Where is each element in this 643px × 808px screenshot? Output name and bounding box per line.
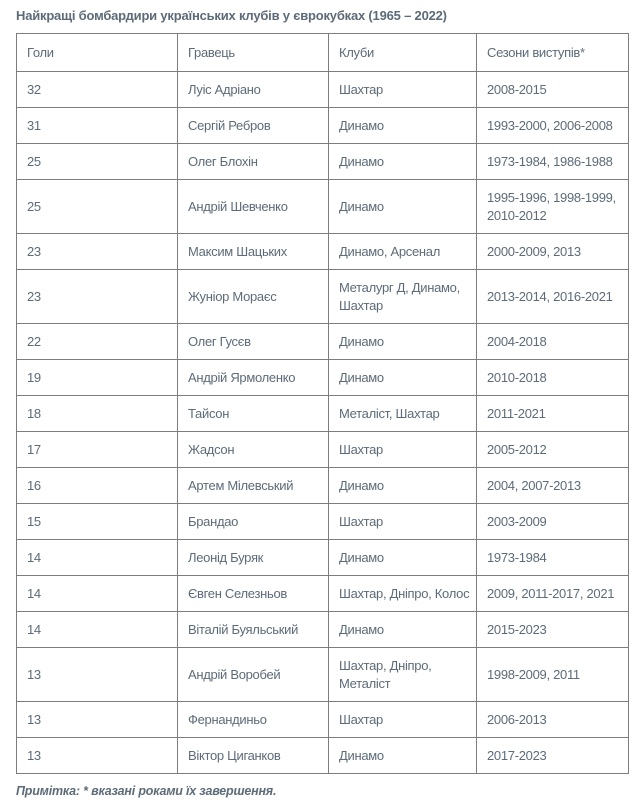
- cell-goals: 23: [17, 270, 178, 324]
- table-row: [17, 144, 629, 180]
- cell-player: Віктор Циганков: [178, 738, 329, 774]
- cell-clubs: Динамо: [329, 612, 477, 648]
- cell-seasons: 2013-2014, 2016-2021: [477, 270, 629, 324]
- cell-seasons: 2004, 2007-2013: [477, 468, 629, 504]
- table-row: [17, 180, 629, 234]
- cell-player: Віталій Буяльський: [178, 612, 329, 648]
- cell-seasons: 2017-2023: [477, 738, 629, 774]
- page-title: Найкращі бомбардири українських клубів у єврокубках (1965 – 2022): [16, 8, 447, 23]
- cell-clubs: Динамо: [329, 324, 477, 360]
- table-row: [17, 108, 629, 144]
- table-row: [17, 612, 629, 648]
- table-row: [17, 576, 629, 612]
- cell-seasons: 2005-2012: [477, 432, 629, 468]
- cell-player: Олег Гусєв: [178, 324, 329, 360]
- cell-player: Максим Шацьких: [178, 234, 329, 270]
- cell-goals: 13: [17, 648, 178, 702]
- table-row: [17, 324, 629, 360]
- cell-seasons: 1998-2009, 2011: [477, 648, 629, 702]
- cell-player: Леонід Буряк: [178, 540, 329, 576]
- cell-goals: 15: [17, 504, 178, 540]
- cell-player: Євген Селезньов: [178, 576, 329, 612]
- cell-goals: 16: [17, 468, 178, 504]
- table-row: [17, 432, 629, 468]
- cell-goals: 13: [17, 738, 178, 774]
- cell-seasons: 1993-2000, 2006-2008: [477, 108, 629, 144]
- cell-goals: 31: [17, 108, 178, 144]
- col-header-clubs: Клуби: [329, 34, 477, 72]
- cell-seasons: 2006-2013: [477, 702, 629, 738]
- table-row: [17, 396, 629, 432]
- table-body: [17, 72, 629, 774]
- cell-clubs: Динамо: [329, 108, 477, 144]
- table-row: [17, 468, 629, 504]
- cell-seasons: 2010-2018: [477, 360, 629, 396]
- cell-clubs: Металург Д, Динамо, Шахтар: [329, 270, 477, 324]
- cell-player: Жадсон: [178, 432, 329, 468]
- header-row: [17, 34, 629, 72]
- cell-goals: 19: [17, 360, 178, 396]
- cell-player: Сергій Ребров: [178, 108, 329, 144]
- col-header-player: Гравець: [178, 34, 329, 72]
- cell-seasons: 1973-1984: [477, 540, 629, 576]
- cell-clubs: Шахтар: [329, 432, 477, 468]
- cell-goals: 14: [17, 576, 178, 612]
- cell-clubs: Динамо: [329, 180, 477, 234]
- cell-goals: 22: [17, 324, 178, 360]
- cell-clubs: Динамо: [329, 468, 477, 504]
- cell-seasons: 2003-2009: [477, 504, 629, 540]
- table-row: [17, 648, 629, 702]
- cell-clubs: Шахтар, Дніпро, Колос: [329, 576, 477, 612]
- cell-goals: 13: [17, 702, 178, 738]
- cell-seasons: 2000-2009, 2013: [477, 234, 629, 270]
- cell-goals: 14: [17, 612, 178, 648]
- cell-seasons: 1973-1984, 1986-1988: [477, 144, 629, 180]
- cell-goals: 23: [17, 234, 178, 270]
- col-header-seasons: Сезони виступів*: [477, 34, 629, 72]
- cell-player: Брандао: [178, 504, 329, 540]
- cell-player: Тайсон: [178, 396, 329, 432]
- cell-clubs: Шахтар: [329, 72, 477, 108]
- table-row: [17, 702, 629, 738]
- cell-goals: 25: [17, 144, 178, 180]
- table-row: [17, 270, 629, 324]
- cell-clubs: Шахтар: [329, 504, 477, 540]
- cell-clubs: Динамо: [329, 738, 477, 774]
- cell-seasons: 2009, 2011-2017, 2021: [477, 576, 629, 612]
- cell-goals: 14: [17, 540, 178, 576]
- cell-player: Олег Блохін: [178, 144, 329, 180]
- cell-clubs: Шахтар, Дніпро, Металіст: [329, 648, 477, 702]
- cell-player: Андрій Воробей: [178, 648, 329, 702]
- cell-seasons: 1995-1996, 1998-1999, 2010-2012: [477, 180, 629, 234]
- cell-goals: 25: [17, 180, 178, 234]
- cell-clubs: Металіст, Шахтар: [329, 396, 477, 432]
- cell-clubs: Динамо: [329, 144, 477, 180]
- cell-seasons: 2004-2018: [477, 324, 629, 360]
- cell-player: Фернандиньо: [178, 702, 329, 738]
- table-row: [17, 72, 629, 108]
- cell-player: Жуніор Мораєс: [178, 270, 329, 324]
- cell-player: Андрій Ярмоленко: [178, 360, 329, 396]
- cell-clubs: Динамо, Арсенал: [329, 234, 477, 270]
- cell-clubs: Динамо: [329, 360, 477, 396]
- table-row: [17, 738, 629, 774]
- cell-player: Андрій Шевченко: [178, 180, 329, 234]
- cell-goals: 17: [17, 432, 178, 468]
- cell-clubs: Динамо: [329, 540, 477, 576]
- cell-seasons: 2015-2023: [477, 612, 629, 648]
- table-row: [17, 540, 629, 576]
- top-scorers-table: [16, 33, 629, 774]
- footnote: Примітка: * вказані роками їх завершення.: [16, 784, 277, 798]
- cell-player: Луіс Адріано: [178, 72, 329, 108]
- cell-goals: 32: [17, 72, 178, 108]
- table-row: [17, 234, 629, 270]
- cell-seasons: 2008-2015: [477, 72, 629, 108]
- table-row: [17, 504, 629, 540]
- table-header: [17, 34, 629, 72]
- cell-player: Артем Мілевський: [178, 468, 329, 504]
- cell-seasons: 2011-2021: [477, 396, 629, 432]
- cell-goals: 18: [17, 396, 178, 432]
- table-row: [17, 360, 629, 396]
- col-header-goals: Голи: [17, 34, 178, 72]
- cell-clubs: Шахтар: [329, 702, 477, 738]
